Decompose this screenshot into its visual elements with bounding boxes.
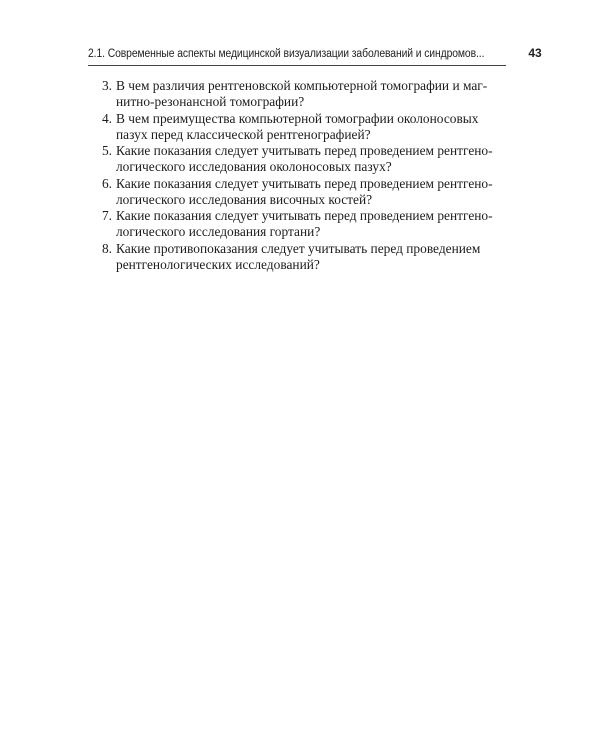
question-item	[88, 78, 506, 110]
question-item	[88, 143, 506, 175]
header-divider	[88, 65, 506, 66]
question-number: 8.	[101, 240, 112, 256]
question-number: 6.	[101, 175, 112, 191]
header-title: 2.1. Современные аспекты медицинской визуализации заболеваний и синдромов...	[88, 48, 485, 60]
question-text: Какие противопоказания следует учитывать перед проведением рентгенологических исследований?	[116, 240, 481, 272]
question-text: Какие показания следует учитывать перед проведением рентгено- логического исследования околоносовых пазух?	[116, 143, 493, 174]
question-number: 7.	[101, 208, 112, 223]
question-text: В чем преимущества компьютерной томографии околоносовых пазух перед классической рентгенографией?	[116, 110, 479, 142]
question-item	[88, 241, 506, 273]
question-number: 4.	[101, 110, 112, 126]
question-text: Какие показания следует учитывать перед проведением рентгено- логического исследования височных костей?	[116, 175, 493, 207]
question-text: В чем различия рентгеновской компьютерной томографии и маг- нитно-резонансной томографии?	[116, 78, 488, 109]
question-item	[88, 111, 506, 143]
question-number: 5.	[101, 143, 112, 158]
question-item	[88, 208, 506, 240]
question-item	[88, 176, 506, 208]
question-number: 3.	[101, 78, 112, 93]
question-text: Какие показания следует учитывать перед проведением рентгено- логического исследования гортани?	[116, 208, 493, 239]
question-list	[88, 78, 506, 273]
running-header	[88, 46, 542, 64]
page-number: 43	[528, 46, 542, 60]
